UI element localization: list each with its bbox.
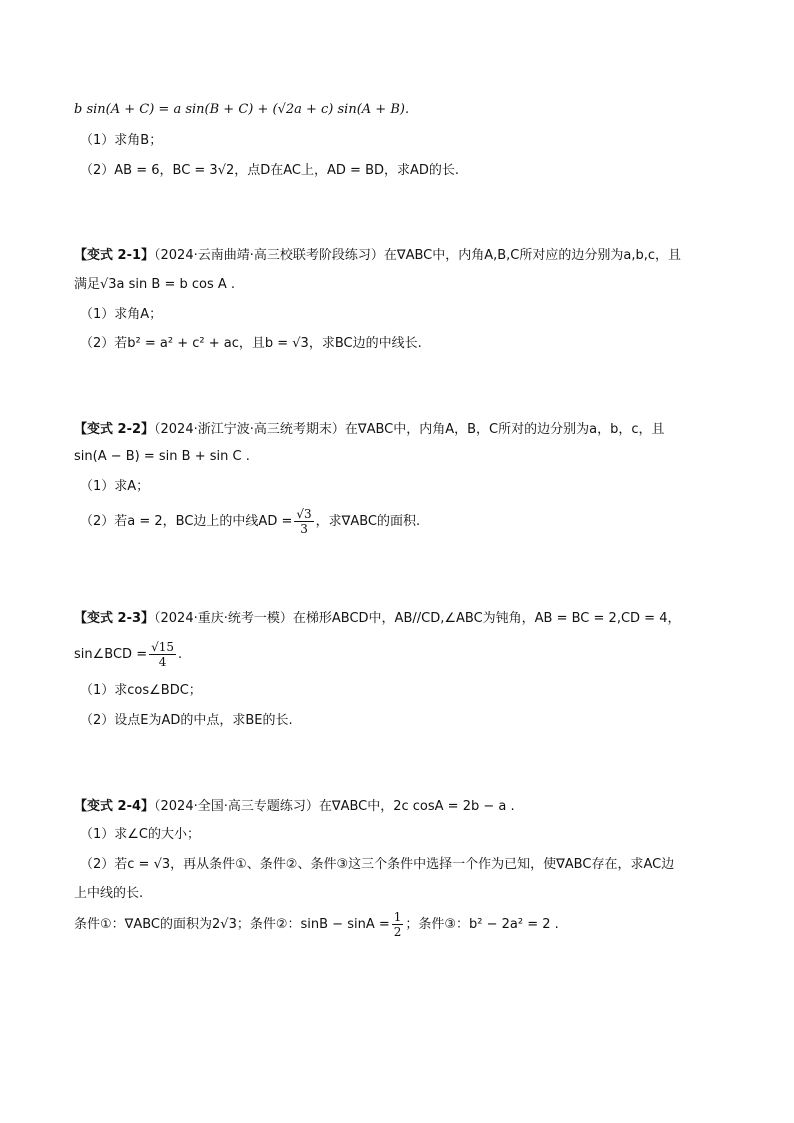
variant-2-1-source: （2024·云南曲靖·高三校联考阶段练习） bbox=[154, 248, 384, 263]
variant-2-1-question-1: （1）求角A； bbox=[80, 307, 163, 322]
variant-2-1-text: 在∇ABC中，内角A,B,C所对应的边分别为a,b,c，且 bbox=[383, 248, 682, 263]
fraction-denominator: 4 bbox=[158, 655, 167, 669]
variant-2-3-label: 【变式 2-3】 bbox=[74, 611, 155, 626]
variant-2-2-question-2 bbox=[80, 505, 724, 539]
conditions-prefix: 条件①：∇ABC的面积为2√3；条件②：sinB − sinA = bbox=[74, 917, 390, 932]
variant-2-3-question-2: （2）设点E为AD的中点，求BE的长. bbox=[80, 713, 293, 728]
variant-2-4-question-2: （2）若c = √3，再从条件①、条件②、条件③这三个条件中选择一个作为已知，使∇ABC存在，求AC边 bbox=[80, 857, 675, 872]
variant-2-4-text: 在∇ABC中，2c cosA = 2b − a . bbox=[318, 799, 515, 814]
variant-2-2-condition: sin(A − B) = sin B + sin C . bbox=[74, 449, 250, 464]
variant-2-1-question-2: （2）若b² = a² + c² + ac，且b = √3，求BC边的中线长. bbox=[80, 336, 422, 351]
fraction-numerator: √3 bbox=[296, 507, 312, 521]
equation-text: b sin(A + C) = a sin(B + C) + (√2a + c) sin(A + B). bbox=[74, 102, 410, 117]
variant-2-4-label: 【变式 2-4】 bbox=[74, 799, 155, 814]
variant-2-4-source: （2024·全国·高三专题练习） bbox=[154, 799, 319, 814]
fraction-denominator: 2 bbox=[393, 925, 402, 939]
variant-2-3-text: 在梯形ABCD中，AB//CD,∠ABC为钝角，AB = BC = 2,CD = 4， bbox=[292, 611, 681, 626]
fraction-denominator: 3 bbox=[300, 522, 308, 536]
variant-2-1-statement bbox=[74, 246, 724, 266]
fraction-numerator: 1 bbox=[393, 910, 402, 924]
variant-2-3-source: （2024·重庆·统考一模） bbox=[154, 611, 293, 626]
condition-2-fraction bbox=[392, 910, 404, 939]
variant-2-3-sin-prefix: sin∠BCD = bbox=[74, 647, 148, 662]
variant-2-2-q2-suffix: ，求∇ABC的面积. bbox=[315, 514, 421, 529]
variant-2-4-question-1: （1）求∠C的大小； bbox=[80, 827, 201, 842]
intro-equation bbox=[74, 100, 724, 120]
variant-2-2-text: 在∇ABC中，内角A，B，C所对的边分别为a，b，c，且 bbox=[344, 422, 665, 437]
variant-2-1-condition: 满足√3a sin B = b cos A . bbox=[74, 277, 236, 292]
variant-2-2-question-1: （1）求A； bbox=[80, 479, 150, 494]
variant-2-4-statement bbox=[74, 797, 724, 817]
variant-2-3-sin-suffix: . bbox=[178, 647, 183, 662]
variant-2-2-source: （2024·浙江宁波·高三统考期末） bbox=[154, 422, 345, 437]
variant-2-4-question-2-continued: 上中线的长. bbox=[74, 886, 144, 901]
variant-2-3-statement bbox=[74, 609, 724, 629]
variant-2-2-statement bbox=[74, 420, 724, 440]
variant-2-4-conditions bbox=[74, 908, 724, 942]
variant-2-2-fraction bbox=[294, 507, 313, 536]
variant-2-2-q2-prefix: （2）若a = 2，BC边上的中线AD = bbox=[80, 514, 293, 529]
intro-question-2: （2）AB = 6，BC = 3√2，点D在AC上，AD = BD，求AD的长. bbox=[80, 163, 460, 178]
fraction-numerator: √15 bbox=[151, 640, 175, 654]
conditions-suffix: ；条件③：b² − 2a² = 2 . bbox=[405, 917, 559, 932]
variant-2-3-fraction bbox=[149, 640, 176, 669]
variant-2-3-question-1: （1）求cos∠BDC； bbox=[80, 683, 202, 698]
variant-2-2-label: 【变式 2-2】 bbox=[74, 422, 155, 437]
variant-2-1-label: 【变式 2-1】 bbox=[74, 248, 155, 263]
intro-question-1: （1）求角B； bbox=[80, 133, 163, 148]
variant-2-3-condition bbox=[74, 638, 724, 672]
